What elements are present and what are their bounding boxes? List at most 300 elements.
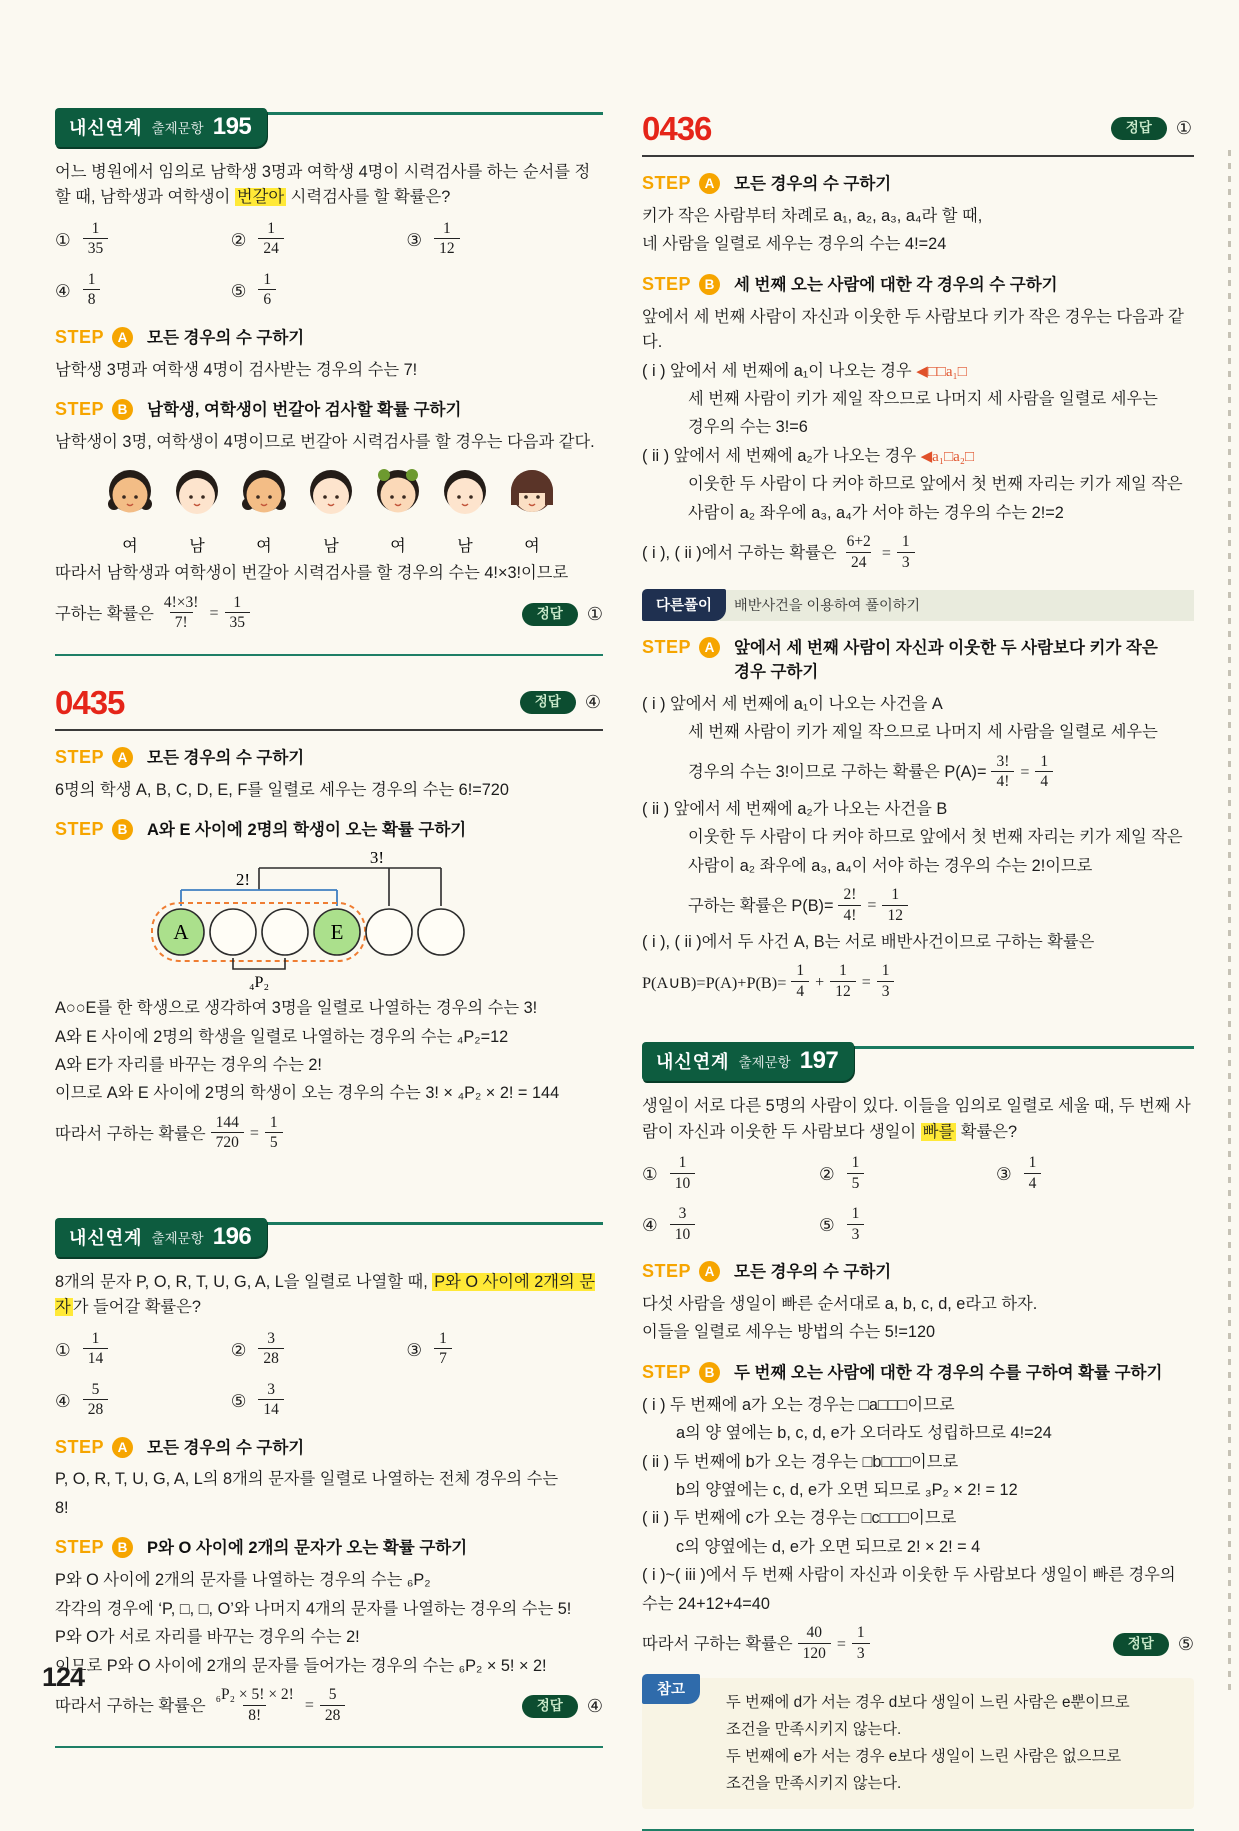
section-195 <box>55 108 603 634</box>
answer-mark: ④ <box>586 1695 603 1716</box>
text-line: 다섯 사람을 생일이 빠른 순서대로 a, b, c, d, e라고 하자. <box>642 1295 1038 1314</box>
face-label: 남 <box>189 538 205 556</box>
text-line: 사람이 a₂ 좌우에 a₃, a₄가 서야 하는 경우의 수는 2!=2 <box>688 503 1064 522</box>
choice-mark: ② <box>818 1164 835 1185</box>
step-b <box>55 818 603 843</box>
badge-subtitle: 출제문항 <box>151 121 204 136</box>
fraction <box>83 1330 109 1369</box>
step-b <box>642 1361 1194 1386</box>
step-title: 두 번째 오는 사람에 대한 각 경우의 수를 구하여 확률 구하기 <box>734 1363 1163 1382</box>
face-label: 여 <box>524 538 540 556</box>
text-line: ( i ) 앞에서 세 번째에 a₁이 나오는 사건을 A <box>642 694 943 713</box>
step-title: 세 번째 오는 사람에 대한 각 경우의 수 구하기 <box>734 275 1058 294</box>
step-a-icon: A <box>112 327 133 348</box>
case-text: ( ii ) 앞에서 세 번째에 a₂가 나오는 경우 <box>642 446 921 465</box>
step-a-icon: A <box>112 1437 133 1458</box>
step-word: STEP <box>642 637 692 658</box>
fraction <box>83 220 109 259</box>
denominator: 12 <box>830 981 856 1001</box>
problem-197-header <box>642 1042 1194 1086</box>
chamgo-badge: 참고 <box>642 1674 700 1704</box>
choice-5 <box>819 1206 996 1245</box>
badge-title: 내신연계 <box>69 1227 143 1248</box>
face-label: 남 <box>457 538 473 556</box>
choice-4 <box>55 272 231 311</box>
text-line: 이웃한 두 사람이 다 커야 하므로 앞에서 첫 번째 자리는 키가 제일 작은 <box>688 828 1183 847</box>
section-0436 <box>642 108 1194 1002</box>
left-column <box>55 108 603 1748</box>
problem-195-header <box>55 108 603 152</box>
fraction <box>211 1114 244 1153</box>
text-line: ( i ) 두 번째에 a가 오는 경우는 □a□□□이므로 <box>642 1395 955 1414</box>
choice-mark: ② <box>230 1339 247 1360</box>
step-a <box>642 1260 1194 1285</box>
fraction <box>852 1624 870 1663</box>
note-line: 조건을 만족시키지 않는다. <box>726 1720 902 1738</box>
denominator: 3 <box>852 1643 870 1663</box>
step-b-icon: B <box>112 819 133 840</box>
step-title: 남학생, 여학생이 번갈아 검사할 확률 구하기 <box>147 401 462 420</box>
answer-badge <box>1111 117 1192 140</box>
choice-2 <box>231 221 407 260</box>
choice-2 <box>819 1155 996 1194</box>
result-line <box>642 1625 1194 1664</box>
denominator: 3 <box>847 1224 865 1244</box>
text-line: 따라서 남학생과 여학생이 번갈아 시력검사를 할 경우의 수는 4!×3!이므로 <box>55 564 569 583</box>
jeongdap-pill: 정답 <box>1111 117 1167 140</box>
fraction <box>258 271 276 310</box>
denominator: 24 <box>258 238 284 258</box>
numerator: 1 <box>233 593 242 611</box>
result-math <box>55 1115 288 1154</box>
problem-number: 0435 <box>55 683 125 721</box>
numerator: 1 <box>442 219 451 237</box>
naesin-badge <box>55 1218 267 1257</box>
result-pre: 따라서 구하는 확률은 <box>642 1634 793 1653</box>
numerator: 5 <box>328 1685 337 1703</box>
text-line: ( i ), ( ii )에서 두 사건 A, B는 서로 배반사건이므로 구하는 확률은 <box>642 932 1095 951</box>
choice-mark: ③ <box>406 229 423 250</box>
problem-number: 195 <box>212 113 252 140</box>
step-a-icon: A <box>699 1261 720 1282</box>
text-line: P와 O가 서로 자리를 바꾸는 경우의 수는 2! <box>55 1628 360 1647</box>
result-line <box>55 595 603 634</box>
text-line: 앞에서 세 번째 사람이 자신과 이웃한 두 사람보다 키가 작은 경우는 다음과 같다. <box>642 307 1184 352</box>
step-word: STEP <box>55 819 105 840</box>
fraction <box>159 594 204 633</box>
equals-sign: = <box>867 897 877 915</box>
badge-title: 내신연계 <box>656 1052 730 1073</box>
question-highlight: 빠를 <box>922 1122 955 1141</box>
fraction <box>847 1205 865 1244</box>
answer-mark: ⑤ <box>1177 1634 1194 1655</box>
bracket-label-4p2: ₄P₂ <box>248 974 270 992</box>
text-line: A와 E가 자리를 바꾸는 경우의 수는 2! <box>55 1055 322 1074</box>
answer-badge <box>522 603 603 626</box>
step-a-icon: A <box>112 747 133 768</box>
text-line: 6명의 학생 A, B, C, D, E, F를 일렬로 세우는 경우의 수는 6!=720 <box>55 780 509 799</box>
jeongdap-pill: 정답 <box>1113 1633 1169 1656</box>
fraction <box>842 533 876 572</box>
note-line: 두 번째에 e가 서는 경우 e보다 생일이 느린 사람은 없으므로 <box>726 1747 1122 1765</box>
numerator: 1 <box>851 1154 860 1172</box>
choice-mark: ① <box>55 229 71 250</box>
result-pre: P(A∪B)=P(A)+P(B)= <box>642 973 787 993</box>
numerator: 3 <box>267 1380 276 1398</box>
fraction <box>838 886 861 925</box>
result-math <box>642 963 899 1002</box>
numerator: 1 <box>439 1329 447 1347</box>
fraction <box>670 1205 696 1244</box>
case-line <box>642 359 1194 384</box>
denominator: 35 <box>225 612 251 632</box>
face-label: 여 <box>390 538 406 556</box>
result-line <box>642 963 1194 1002</box>
bracket-label-2f: 2! <box>235 870 251 890</box>
denominator: 24 <box>846 552 872 572</box>
step-b <box>55 1536 603 1561</box>
section-divider <box>642 1829 1194 1831</box>
fraction <box>434 220 460 259</box>
text-line: 키가 작은 사람부터 차례로 a₁, a₂, a₃, a₄라 할 때, <box>642 206 983 225</box>
numerator: 1 <box>91 219 100 237</box>
section-divider <box>55 1746 603 1748</box>
text-line: 각각의 경우에 ‘P, □, □, O’와 나머지 4개의 문자를 나열하는 경우의 수는 5! <box>55 1599 572 1618</box>
text-line: 남학생이 3명, 여학생이 4명이므로 번갈아 시력검사를 할 경우는 다음과 같다. <box>55 433 595 452</box>
numerator: ₆P₂ × 5! × 2! <box>215 1685 294 1703</box>
numerator: 1 <box>881 962 890 980</box>
step-title: 모든 경우의 수 구하기 <box>147 328 305 347</box>
text-line: P, O, R, T, U, G, A, L의 8개의 문자를 일렬로 나열하는 전체 경우의 수는 <box>55 1470 559 1489</box>
step-title: 모든 경우의 수 구하기 <box>147 748 305 767</box>
text-line: 경우의 수는 3!=6 <box>688 418 808 437</box>
choice-mark: ④ <box>55 1390 71 1411</box>
denominator: 5 <box>265 1132 283 1152</box>
section-0435 <box>55 682 603 1154</box>
step-title: 모든 경우의 수 구하기 <box>147 1438 305 1457</box>
result-line <box>642 754 1194 793</box>
answer-badge <box>1113 1633 1194 1656</box>
choice-list <box>55 221 559 311</box>
step-title: P와 O 사이에 2개의 문자가 오는 확률 구하기 <box>147 1539 468 1558</box>
section-197 <box>642 1042 1194 1830</box>
fraction <box>877 962 895 1001</box>
case-line <box>642 444 1194 469</box>
fraction <box>258 1381 284 1420</box>
step-a <box>55 746 603 771</box>
denominator: 4 <box>1035 771 1053 791</box>
choice-1 <box>55 1331 231 1370</box>
denominator: 28 <box>320 1705 346 1725</box>
text-line: P와 O 사이에 2개의 문자를 나열하는 경우의 수는 ₆P₂ <box>55 1571 431 1590</box>
numerator: 1 <box>91 1329 100 1347</box>
fraction <box>320 1686 346 1725</box>
equals-sign: = <box>861 973 871 991</box>
fraction <box>434 1330 452 1369</box>
jeongdap-pill: 정답 <box>520 691 576 714</box>
denominator: 5 <box>847 1173 865 1193</box>
badge-subtitle: 출제문항 <box>151 1230 204 1246</box>
fraction <box>991 753 1014 792</box>
denominator: 14 <box>258 1399 284 1419</box>
note-line: 조건을 만족시키지 않는다. <box>726 1774 902 1792</box>
choice-mark: ① <box>55 1339 71 1360</box>
case-text: ( i ) 앞에서 세 번째에 a₁이 나오는 경우 <box>642 361 917 380</box>
choice-3 <box>406 1331 559 1370</box>
result-line <box>55 1687 603 1726</box>
result-line <box>642 887 1194 926</box>
result-pre: 경우의 수는 3!이므로 구하는 확률은 P(A)= <box>688 763 987 782</box>
badge-title: 내신연계 <box>69 118 143 138</box>
problem-0436-header <box>642 108 1194 157</box>
denominator: 3 <box>897 552 915 572</box>
question-text <box>55 160 603 211</box>
numerator: 1 <box>1040 752 1049 770</box>
result-pre: ( i ), ( ii )에서 구하는 확률은 <box>642 543 837 562</box>
text-line: ( ii ) 두 번째에 b가 오는 경우는 □b□□□이므로 <box>642 1452 959 1471</box>
numerator: 1 <box>87 270 96 288</box>
fraction <box>211 1686 299 1725</box>
numerator: 6+2 <box>846 533 871 551</box>
question-pre: 생일이 서로 다른 5명의 사람이 있다. 이들을 임의로 일렬로 세울 때, 두 번째 사람이 자신과 이웃한 두 사람보다 생일이 <box>642 1097 1191 1141</box>
answer-badge <box>522 1695 603 1718</box>
numerator: 144 <box>215 1113 239 1131</box>
alt-solution-label: 배반사건을 이용하여 풀이하기 <box>720 590 1194 621</box>
denominator: 7 <box>434 1348 452 1368</box>
question-post: 시력검사를 할 확률은? <box>286 188 451 207</box>
choice-1 <box>55 221 231 260</box>
denominator: 120 <box>798 1643 831 1663</box>
question-post: 가 들어갈 확률은? <box>72 1298 201 1317</box>
text-line: ( i )~( iii )에서 두 번째 사람이 자신과 이웃한 두 사람보다 생일이 빠른 경우의 <box>642 1566 1176 1585</box>
text-line: ( ii ) 앞에서 세 번째에 a₂가 나오는 사건을 B <box>642 799 948 818</box>
text-line: 이므로 A와 E 사이에 2명의 학생이 오는 경우의 수는 3! × ₄P₂ × 2! = 144 <box>55 1084 560 1103</box>
result-pre: 구하는 확률은 <box>55 604 154 623</box>
badge-subtitle: 출제문항 <box>738 1055 791 1071</box>
denominator: 28 <box>83 1399 109 1419</box>
fraction <box>265 1114 283 1153</box>
fraction <box>225 594 251 633</box>
text-line: 이웃한 두 사람이 다 커야 하므로 앞에서 첫 번째 자리는 키가 제일 작은 <box>688 475 1183 494</box>
result-math <box>55 1687 350 1726</box>
case-annotation: ◀□□a₁□ <box>916 363 967 380</box>
denominator: 7! <box>170 612 193 632</box>
choice-mark: ④ <box>55 280 71 301</box>
step-b <box>55 398 603 423</box>
fraction <box>670 1154 696 1193</box>
numerator: 5 <box>91 1380 100 1398</box>
fraction <box>1035 753 1053 792</box>
problem-0435-header <box>55 682 603 731</box>
result-math <box>55 595 255 634</box>
naesin-badge <box>55 108 267 147</box>
equals-sign: = <box>249 1125 259 1143</box>
numerator: 1 <box>1028 1154 1037 1172</box>
step-b <box>642 273 1194 298</box>
faces-figure <box>55 461 603 557</box>
equals-sign: = <box>836 1635 846 1653</box>
text-line: b의 양옆에는 c, d, e가 오면 되므로 ₃P₂ × 2! = 12 <box>676 1481 1018 1500</box>
fraction <box>83 271 101 310</box>
step-title: A와 E 사이에 2명의 학생이 오는 확률 구하기 <box>147 821 467 840</box>
choice-mark: ④ <box>642 1215 658 1236</box>
alt-solution-badge: 다른풀이 <box>642 589 726 621</box>
choice-2 <box>231 1331 407 1370</box>
fraction <box>798 1624 831 1663</box>
jeongdap-pill: 정답 <box>522 1695 578 1718</box>
step-a-icon: A <box>699 637 720 658</box>
page-edge-binding <box>1228 150 1231 1692</box>
equals-sign: = <box>209 605 219 623</box>
section-divider <box>55 654 603 656</box>
denominator: 12 <box>434 238 460 258</box>
answer-mark: ④ <box>584 691 601 712</box>
question-pre: 어느 병원에서 임의로 남학생 3명과 여학생 4명이 시력검사를 하는 순서를 정할 때, 남학생과 여학생이 <box>55 163 591 207</box>
numerator: 1 <box>851 1205 860 1223</box>
step-word: STEP <box>55 399 105 420</box>
text-line: A와 E 사이에 2명의 학생을 일렬로 나열하는 경우의 수는 ₄P₂=12 <box>55 1027 509 1046</box>
fraction <box>847 1154 865 1193</box>
question-text <box>55 1270 603 1321</box>
fraction <box>830 962 856 1001</box>
answer-mark: ① <box>586 603 603 624</box>
question-text <box>642 1094 1194 1145</box>
text-line: a의 양 옆에는 b, c, d, e가 오더라도 성립하므로 4!=24 <box>676 1424 1052 1443</box>
step-a-icon: A <box>699 173 720 194</box>
numerator: 3 <box>267 1329 276 1347</box>
choice-5 <box>231 272 407 311</box>
step-b-icon: B <box>112 399 133 420</box>
numerator: 1 <box>269 1113 278 1131</box>
circle-a-label: A <box>173 920 189 945</box>
text-line: 이므로 P와 O 사이에 2개의 문자를 들어가는 경우의 수는 ₆P₂ × 5! × 2! <box>55 1656 547 1675</box>
step-word: STEP <box>55 1436 105 1457</box>
naesin-badge <box>642 1042 854 1081</box>
problem-number: 0436 <box>642 110 712 147</box>
step-a <box>55 326 603 351</box>
problem-number: 197 <box>799 1047 839 1075</box>
arrangement-diagram <box>55 850 603 992</box>
choice-5 <box>231 1382 407 1421</box>
choice-mark: ② <box>230 229 247 250</box>
text-line: 수는 24+12+4=40 <box>642 1594 770 1613</box>
question-highlight: 번갈아 <box>236 188 285 207</box>
result-line <box>55 1115 603 1154</box>
step-b-icon: B <box>112 1537 133 1558</box>
denominator: 28 <box>258 1348 284 1368</box>
denominator: 35 <box>83 238 109 258</box>
step-title: 모든 경우의 수 구하기 <box>734 1263 892 1282</box>
numerator: 1 <box>267 219 276 237</box>
step-title: 앞에서 세 번째 사람이 자신과 이웃한 두 사람보다 키가 작은 경우 구하기 <box>734 639 1158 681</box>
choice-list <box>642 1155 1150 1245</box>
step-b-icon: B <box>699 274 720 295</box>
problem-196-header <box>55 1218 603 1262</box>
denominator: 4! <box>991 771 1014 791</box>
numerator: 4!×3! <box>163 593 199 611</box>
denominator: 8! <box>243 1705 266 1725</box>
step-title: 모든 경우의 수 구하기 <box>734 175 892 193</box>
bracket-label-3f: 3! <box>369 850 385 868</box>
choice-1 <box>642 1155 819 1194</box>
numerator: 3! <box>996 752 1010 770</box>
denominator: 4 <box>1024 1173 1042 1193</box>
fraction <box>258 220 284 259</box>
text-line: 세 번째 사람이 키가 제일 작으므로 나머지 세 사람을 일렬로 세우는 <box>688 723 1158 742</box>
fraction <box>897 533 915 572</box>
fraction <box>791 962 809 1001</box>
numerator: 1 <box>678 1154 687 1172</box>
choice-mark: ⑤ <box>230 1390 247 1411</box>
denominator: 12 <box>882 905 908 925</box>
step-a-alt <box>642 636 1194 685</box>
numerator: 1 <box>796 962 805 980</box>
right-column <box>642 108 1194 1831</box>
result-line <box>642 534 1194 573</box>
circles-diagram-icon <box>139 850 519 992</box>
plus-sign: + <box>815 973 825 991</box>
numerator: 2! <box>843 885 857 903</box>
denominator: 4! <box>838 905 861 925</box>
numerator: 1 <box>891 885 900 903</box>
text-line: c의 양옆에는 d, e가 오면 되므로 2! × 2! = 4 <box>676 1537 981 1556</box>
choice-4 <box>642 1206 819 1245</box>
choice-3 <box>996 1155 1150 1194</box>
text-line: A○○E를 한 학생으로 생각하여 3명을 일렬로 나열하는 경우의 수는 3! <box>55 999 538 1018</box>
text-line: 사람이 a₂ 좌우에 a₃, a₄이 서야 하는 경우의 수는 2!이므로 <box>688 856 1093 875</box>
text-line: 네 사람을 일렬로 세우는 경우의 수는 4!=24 <box>642 235 947 254</box>
step-b-icon: B <box>699 1362 720 1383</box>
choice-mark: ⑤ <box>818 1215 835 1236</box>
result-pre: 따라서 구하는 확률은 <box>55 1124 206 1143</box>
equals-sign: = <box>1020 764 1030 782</box>
step-word: STEP <box>642 1261 692 1282</box>
circle-e-label: E <box>330 920 344 945</box>
denominator: 10 <box>670 1173 696 1193</box>
text-line: 남학생 3명과 여학생 4명이 검사받는 경우의 수는 7! <box>55 360 418 379</box>
answer-mark: ① <box>1175 118 1192 138</box>
text-line: ( ii ) 두 번째에 c가 오는 경우는 □c□□□이므로 <box>642 1509 957 1528</box>
choice-list <box>55 1331 559 1421</box>
numerator: 1 <box>839 962 847 980</box>
result-math <box>688 887 913 926</box>
step-word: STEP <box>642 273 692 294</box>
denominator: 720 <box>211 1132 244 1152</box>
jeongdap-pill: 정답 <box>522 603 578 626</box>
fraction <box>258 1330 284 1369</box>
question-pre: 8개의 문자 P, O, R, T, U, G, A, L을 일렬로 나열할 때, <box>55 1272 433 1291</box>
choice-mark: ③ <box>995 1164 1012 1185</box>
page-number: 124 <box>42 1662 85 1692</box>
step-word: STEP <box>55 746 105 767</box>
face-label: 여 <box>256 538 272 556</box>
step-word: STEP <box>55 326 105 347</box>
equals-sign: = <box>881 544 891 562</box>
fraction <box>882 886 908 925</box>
choice-4 <box>55 1382 231 1421</box>
step-a <box>55 1436 603 1461</box>
face-label: 남 <box>323 538 339 556</box>
fraction <box>1024 1154 1042 1193</box>
question-post: 확률은? <box>956 1122 1018 1141</box>
denominator: 3 <box>877 981 895 1001</box>
denominator: 8 <box>83 289 101 309</box>
choice-3 <box>406 221 559 260</box>
section-196 <box>55 1218 603 1748</box>
question-highlight: P와 O 사이에 2개의 문자 <box>55 1272 596 1317</box>
denominator: 10 <box>670 1224 696 1244</box>
numerator: 3 <box>678 1205 687 1223</box>
